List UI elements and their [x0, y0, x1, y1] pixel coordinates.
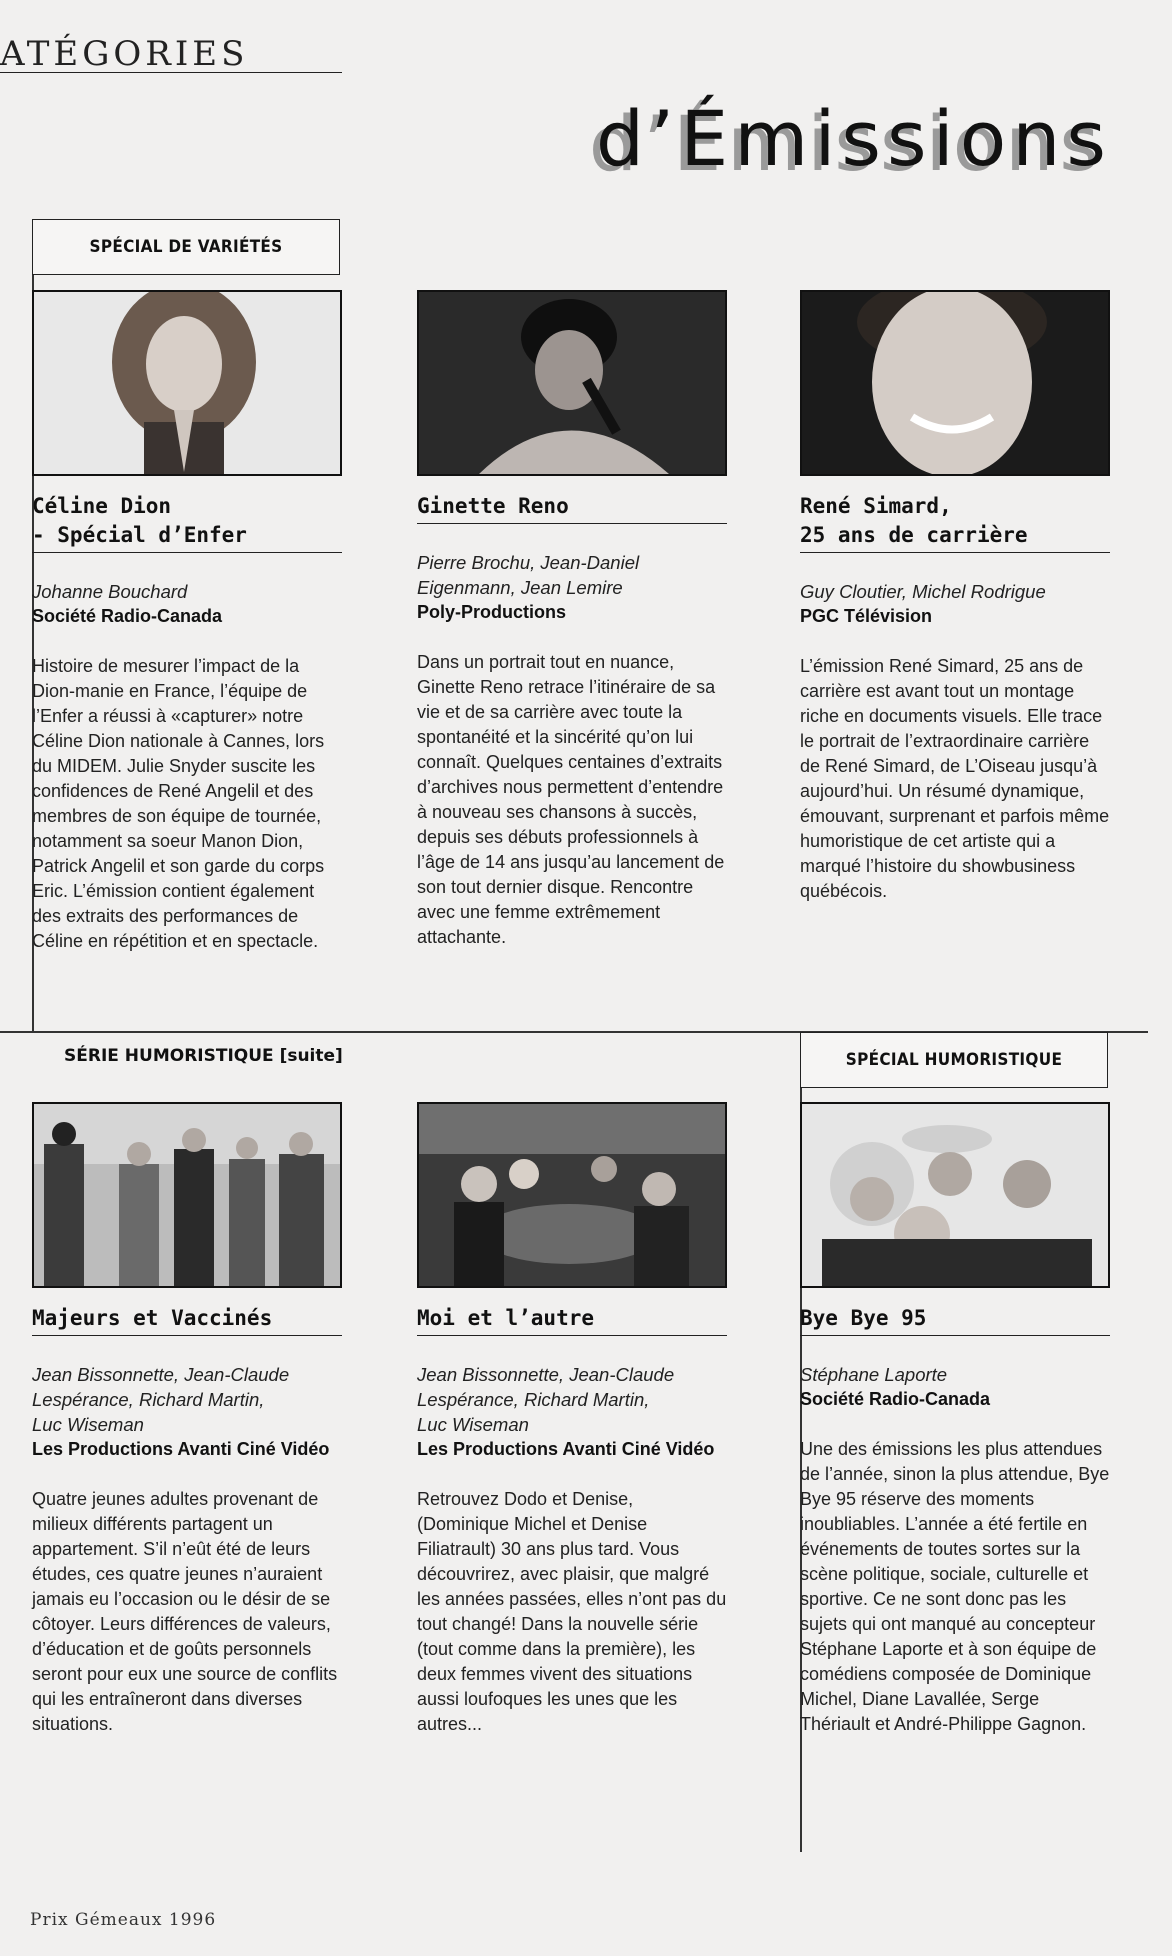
entry-celine-dion	[32, 290, 342, 954]
portrait-photo-icon	[32, 290, 342, 476]
entry-title: Bye Bye 95	[800, 1304, 1110, 1336]
entry-company: Poly-Productions	[417, 602, 567, 622]
entry-ginette-reno	[417, 290, 727, 950]
headshot-photo-icon	[800, 290, 1110, 476]
entry-description: Retrouvez Dodo et Denise, (Dominique Michel et Denise Filiatrault) 30 ans plus tard. Vous découvrirez, avec plaisir, que malgré les années passées, elles n’ont pas du tout changé! Dans la nouvelle série (tout comme dans la première), les deux femmes vivent des situations aussi loufoques les unes que les autres...	[417, 1489, 727, 1734]
label-special-varietes: SPÉCIAL DE VARIÉTÉS	[32, 219, 340, 275]
card-table-photo-icon	[417, 1102, 727, 1288]
label-special-humoristique: SPÉCIAL HUMORISTIQUE	[800, 1032, 1108, 1088]
categories-header	[0, 36, 342, 73]
entry-credits: Pierre Brochu, Jean-Daniel Eigenmann, Jean Lemire	[417, 552, 640, 598]
entry-title: René Simard, 25 ans de carrière	[800, 492, 1110, 553]
group-photo-icon	[32, 1102, 342, 1288]
label-serie-humoristique: SÉRIE HUMORISTIQUE [suite]	[64, 1046, 343, 1066]
entry-bye-bye-95	[800, 1102, 1110, 1737]
entry-title: Moi et l’autre	[417, 1304, 727, 1336]
entry-description: Une des émissions les plus attendues de l’année, sinon la plus attendue, Bye Bye 95 réserve des moments inoubliables. L’année a été fertile en événements de toutes sortes sur la scène politique, sociale, culturelle et sportive. Ce ne sont donc pas les sujets qui ont manqué au concepteur Stéphane Laporte et à son équipe de comédiens composée de Dominique Michel, Diane Lavallée, Serge Thériault et André-Philippe Gagnon.	[800, 1439, 1110, 1734]
entry-title: Ginette Reno	[417, 492, 727, 524]
entry-company: Les Productions Avanti Ciné Vidéo	[32, 1439, 330, 1459]
entry-credits: Jean Bissonnette, Jean-Claude Lespérance, Richard Martin, Luc Wiseman	[417, 1364, 675, 1435]
entry-description: Histoire de mesurer l’impact de la Dion-manie en France, l’équipe de l’Enfer a réussi à «capturer» notre Céline Dion nationale à Cannes, lors du MIDEM. Julie Snyder suscite les confidences de René Angelil et des membres de son équipe de tournée, notamment sa soeur Manon Dion, Patrick Angelil et son garde du corps Eric. L’émission contient également des extraits des performances de Céline en répétition et en spectacle.	[32, 656, 325, 951]
entry-company: Société Radio-Canada	[32, 606, 223, 626]
entry-majeurs-et-vaccines	[32, 1102, 342, 1737]
entry-company: PGC Télévision	[800, 606, 933, 626]
entry-moi-et-l-autre	[417, 1102, 727, 1737]
entry-credits: Stéphane Laporte	[800, 1364, 948, 1385]
entry-credits: Guy Cloutier, Michel Rodrigue	[800, 581, 1046, 602]
entry-title: Majeurs et Vaccinés	[32, 1304, 342, 1336]
emissions-title: d’Émissions	[595, 94, 1112, 183]
entry-company: Société Radio-Canada	[800, 1389, 991, 1409]
entry-credits: Johanne Bouchard	[32, 581, 188, 602]
costume-group-photo-icon	[800, 1102, 1110, 1288]
entry-credits: Jean Bissonnette, Jean-Claude Lespérance, Richard Martin, Luc Wiseman	[32, 1364, 290, 1435]
entry-title: Céline Dion - Spécial d’Enfer	[32, 492, 342, 553]
entry-description: L’émission René Simard, 25 ans de carrière est avant tout un montage riche en documents visuels. Elle trace le portrait de l’extraordinaire carrière de René Simard, de L’Oiseau jusqu’à aujourd’hui. Un résumé dynamique, émouvant, surprenant et parfois même humoristique de cet artiste qui a marqué l’histoire du showbusiness québécois.	[800, 656, 1110, 901]
entry-description: Quatre jeunes adultes provenant de milieux différents partagent un appartement. S’il n’eût été de leurs études, ces quatre jeunes n’auraient jamais eu l’occasion ou le désir de se côtoyer. Leurs différences de valeurs, d’éducation et de goûts personnels seront pour eux une source de conflits qui les entraîneront dans diverses situations.	[32, 1489, 338, 1734]
entry-rene-simard	[800, 290, 1110, 904]
singer-photo-icon	[417, 290, 727, 476]
footer-text: Prix Gémeaux 1996	[30, 1910, 217, 1930]
entry-description: Dans un portrait tout en nuance, Ginette Reno retrace l’itinéraire de sa vie et de sa carrière avec toute la spontanéité et la sincérité qu’on lui connaît. Quelques centaines d’extraits d’archives nous permettent d’entendre à nouveau ses chansons à succès, depuis ses débuts professionnels à l’âge de 14 ans jusqu’au lancement de son tout dernier disque. Rencontre avec une femme extrêmement attachante.	[417, 652, 725, 947]
entry-company: Les Productions Avanti Ciné Vidéo	[417, 1439, 715, 1459]
categories-header-text: ATÉGORIES	[0, 34, 249, 74]
